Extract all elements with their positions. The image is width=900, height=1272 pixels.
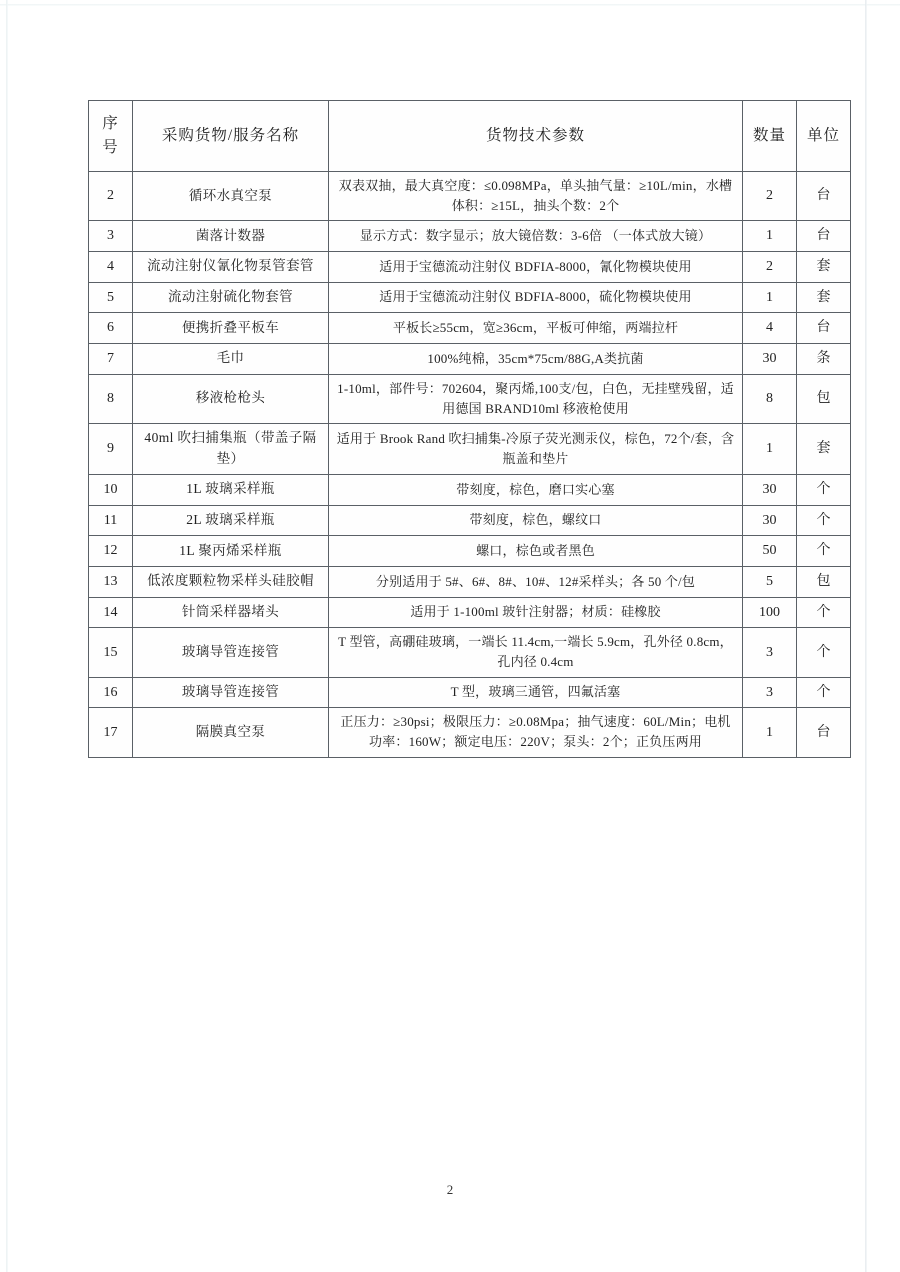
cell-quantity: 1: [743, 424, 797, 475]
cell-technical-spec: 正压力：≥30psi；极限压力：≥0.08Mpa；抽气速度：60L/Min；电机功率：160W；额定电压：220V；泵头：2个；正负压两用: [329, 708, 743, 757]
cell-quantity: 4: [743, 313, 797, 344]
table-body: [89, 172, 851, 758]
cell-unit: 台: [797, 221, 851, 252]
cell-quantity: 1: [743, 708, 797, 757]
cell-sequence: 13: [89, 566, 133, 597]
column-header-spec: 货物技术参数: [329, 101, 743, 172]
cell-technical-spec: 1-10ml，部件号：702604，聚丙烯,100支/包，白色，无挂壁残留，适用德国 BRAND10ml 移液枪使用: [329, 374, 743, 423]
cell-item-name: 移液枪枪头: [133, 374, 329, 423]
cell-sequence: 17: [89, 708, 133, 757]
cell-quantity: 8: [743, 374, 797, 423]
cell-technical-spec: T 型管，高硼硅玻璃，一端长 11.4cm,一端长 5.9cm，孔外径 0.8cm，孔内径 0.4cm: [329, 628, 743, 677]
cell-technical-spec: 带刻度，棕色，磨口实心塞: [329, 474, 743, 505]
cell-unit: 台: [797, 708, 851, 757]
cell-sequence: 9: [89, 424, 133, 475]
cell-quantity: 30: [743, 344, 797, 375]
cell-unit: 个: [797, 628, 851, 677]
cell-technical-spec: 双表双抽，最大真空度：≤0.098MPa，单头抽气量：≥10L/min，水槽体积：≥15L，抽头个数：2个: [329, 172, 743, 221]
cell-unit: 台: [797, 313, 851, 344]
cell-technical-spec: 适用于 1-100ml 玻针注射器；材质：硅橡胶: [329, 597, 743, 628]
cell-sequence: 7: [89, 344, 133, 375]
cell-technical-spec: 分别适用于 5#、6#、8#、10#、12#采样头；各 50 个/包: [329, 566, 743, 597]
cell-technical-spec: 显示方式：数字显示；放大镜倍数：3-6倍 （一体式放大镜）: [329, 221, 743, 252]
cell-unit: 包: [797, 566, 851, 597]
cell-technical-spec: 平板长≥55cm，宽≥36cm，平板可伸缩，两端拉杆: [329, 313, 743, 344]
cell-item-name: 流动注射仪氰化物泵管套管: [133, 251, 329, 282]
cell-item-name: 玻璃导管连接管: [133, 677, 329, 708]
table-row: [89, 374, 851, 423]
cell-item-name: 流动注射硫化物套管: [133, 282, 329, 313]
cell-sequence: 10: [89, 474, 133, 505]
cell-technical-spec: T 型，玻璃三通管，四氟活塞: [329, 677, 743, 708]
scan-edge-top: [0, 4, 900, 6]
cell-sequence: 12: [89, 536, 133, 567]
cell-sequence: 2: [89, 172, 133, 221]
table-row: [89, 628, 851, 677]
page-number: 2: [446, 1182, 454, 1197]
cell-item-name: 针筒采样器堵头: [133, 597, 329, 628]
cell-unit: 条: [797, 344, 851, 375]
cell-sequence: 5: [89, 282, 133, 313]
cell-unit: 包: [797, 374, 851, 423]
cell-item-name: 毛巾: [133, 344, 329, 375]
table-row: [89, 677, 851, 708]
cell-item-name: 便携折叠平板车: [133, 313, 329, 344]
table-row: [89, 221, 851, 252]
table-row: [89, 708, 851, 757]
table-row: [89, 597, 851, 628]
cell-item-name: 玻璃导管连接管: [133, 628, 329, 677]
cell-technical-spec: 100%纯棉，35cm*75cm/88G,A类抗菌: [329, 344, 743, 375]
cell-item-name: 低浓度颗粒物采样头硅胶帽: [133, 566, 329, 597]
procurement-specification-table: [88, 100, 851, 758]
cell-item-name: 1L 玻璃采样瓶: [133, 474, 329, 505]
cell-quantity: 50: [743, 536, 797, 567]
column-header-unit: 单位: [797, 101, 851, 172]
cell-unit: 个: [797, 597, 851, 628]
cell-unit: 套: [797, 424, 851, 475]
cell-quantity: 100: [743, 597, 797, 628]
cell-quantity: 2: [743, 172, 797, 221]
cell-quantity: 30: [743, 474, 797, 505]
cell-item-name: 40ml 吹扫捕集瓶（带盖子隔垫）: [133, 424, 329, 475]
table-row: [89, 251, 851, 282]
column-header-sequence-line2: 号: [102, 139, 119, 156]
table-row: [89, 505, 851, 536]
table-row: [89, 424, 851, 475]
cell-quantity: 1: [743, 282, 797, 313]
cell-sequence: 16: [89, 677, 133, 708]
cell-sequence: 4: [89, 251, 133, 282]
table-row: [89, 566, 851, 597]
cell-item-name: 菌落计数器: [133, 221, 329, 252]
cell-quantity: 2: [743, 251, 797, 282]
cell-item-name: 1L 聚丙烯采样瓶: [133, 536, 329, 567]
table-row: [89, 172, 851, 221]
table-row: [89, 282, 851, 313]
cell-unit: 套: [797, 282, 851, 313]
cell-item-name: 循环水真空泵: [133, 172, 329, 221]
scan-edge-right: [865, 0, 867, 1272]
table-row: [89, 344, 851, 375]
cell-technical-spec: 带刻度，棕色，螺纹口: [329, 505, 743, 536]
cell-unit: 个: [797, 677, 851, 708]
cell-quantity: 5: [743, 566, 797, 597]
column-header-sequence: [89, 101, 133, 172]
cell-sequence: 11: [89, 505, 133, 536]
cell-sequence: 15: [89, 628, 133, 677]
cell-item-name: 2L 玻璃采样瓶: [133, 505, 329, 536]
table-header: [89, 101, 851, 172]
cell-technical-spec: 螺口，棕色或者黑色: [329, 536, 743, 567]
cell-unit: 个: [797, 474, 851, 505]
column-header-quantity: 数量: [743, 101, 797, 172]
column-header-name: 采购货物/服务名称: [133, 101, 329, 172]
table-row: [89, 536, 851, 567]
cell-unit: 个: [797, 536, 851, 567]
cell-sequence: 8: [89, 374, 133, 423]
cell-item-name: 隔膜真空泵: [133, 708, 329, 757]
table-row: [89, 313, 851, 344]
table-row: [89, 474, 851, 505]
cell-unit: 套: [797, 251, 851, 282]
table-header-row: [89, 101, 851, 172]
cell-sequence: 14: [89, 597, 133, 628]
cell-quantity: 1: [743, 221, 797, 252]
cell-unit: 个: [797, 505, 851, 536]
cell-technical-spec: 适用于 Brook Rand 吹扫捕集-冷原子荧光测汞仪，棕色，72个/套，含瓶盖和垫片: [329, 424, 743, 475]
cell-unit: 台: [797, 172, 851, 221]
scan-edge-left: [6, 0, 8, 1272]
cell-quantity: 3: [743, 628, 797, 677]
cell-technical-spec: 适用于宝德流动注射仪 BDFIA-8000，氰化物模块使用: [329, 251, 743, 282]
cell-sequence: 6: [89, 313, 133, 344]
cell-technical-spec: 适用于宝德流动注射仪 BDFIA-8000，硫化物模块使用: [329, 282, 743, 313]
cell-quantity: 30: [743, 505, 797, 536]
cell-sequence: 3: [89, 221, 133, 252]
cell-quantity: 3: [743, 677, 797, 708]
column-header-sequence-line1: 序: [102, 114, 119, 132]
